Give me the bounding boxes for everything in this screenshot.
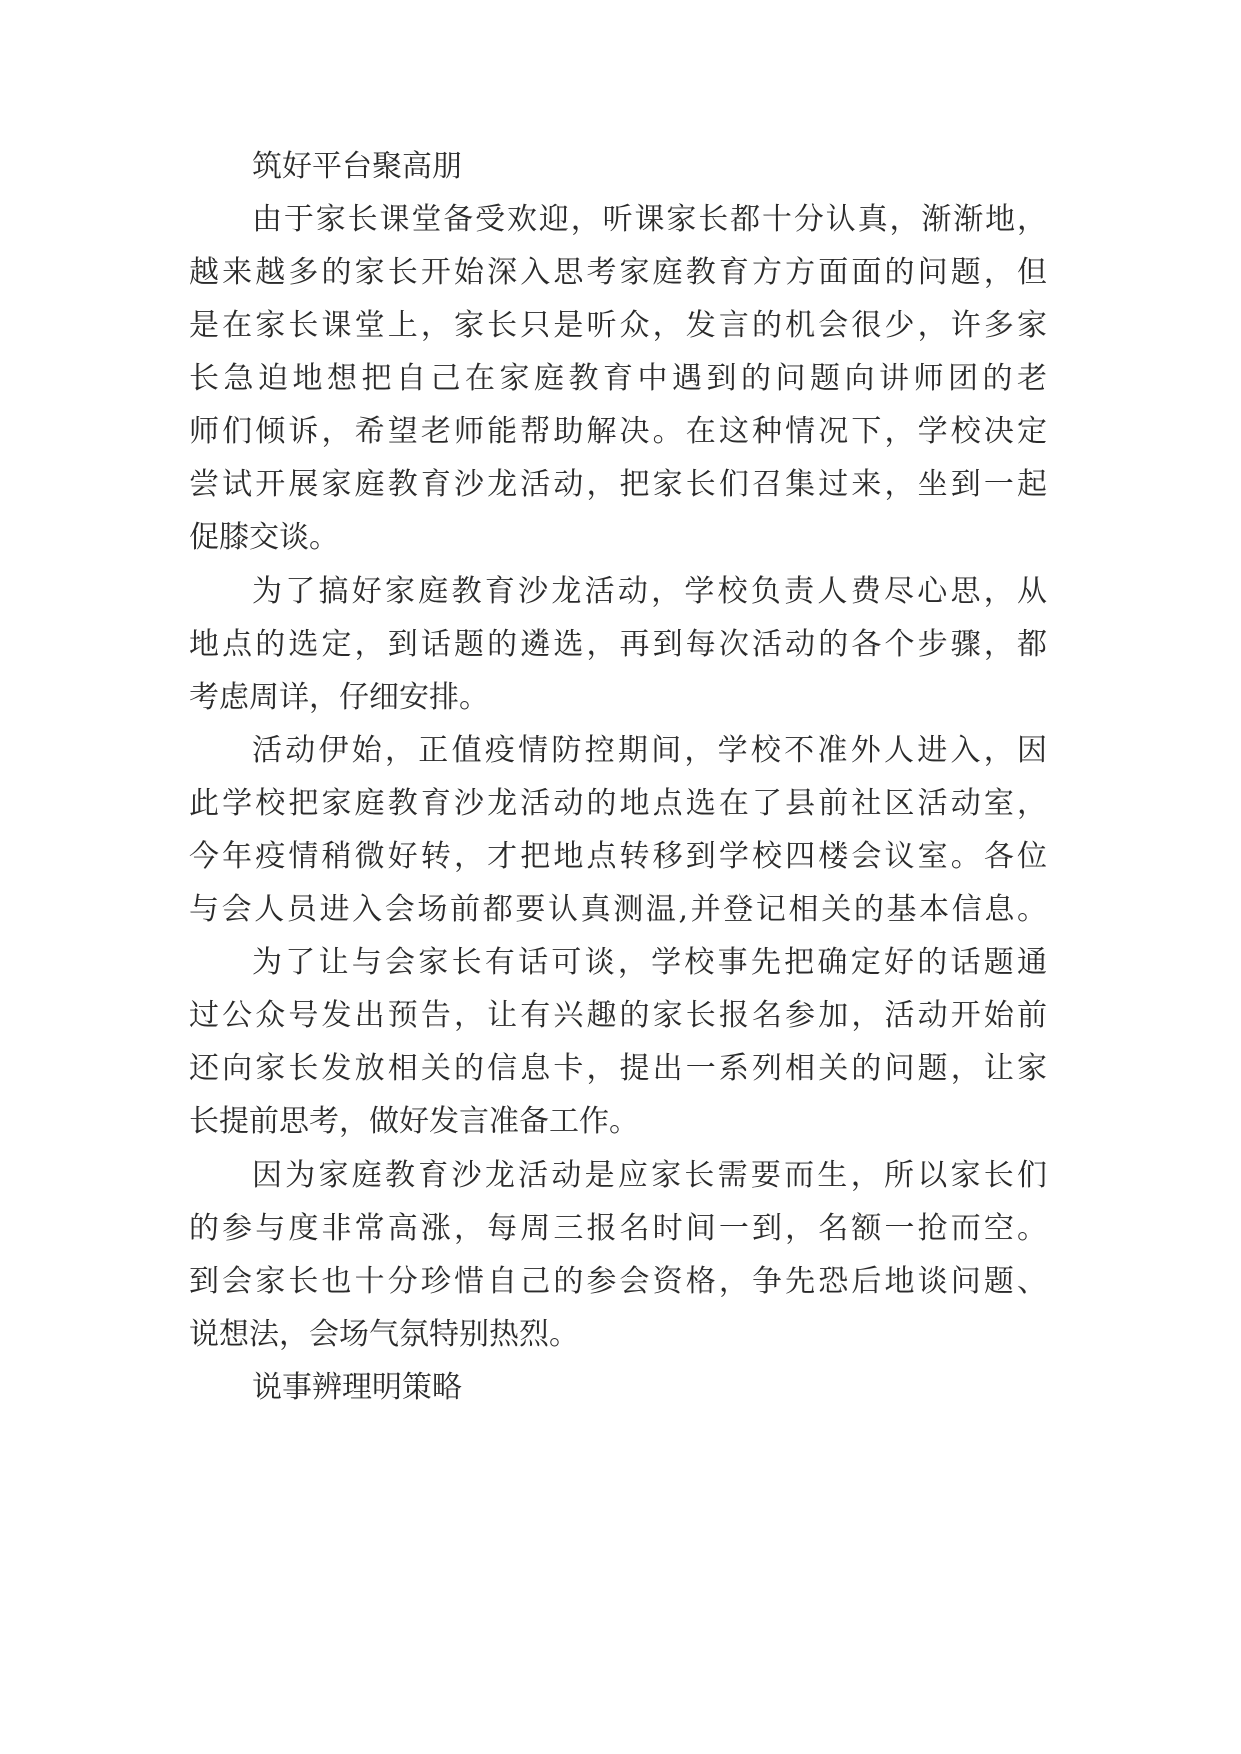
paragraph-line: 与会人员进入会场前都要认真测温,并登记相关的基本信息。 xyxy=(189,892,1047,927)
paragraph-line: 是在家长课堂上，家长只是听众，发言的机会很少，许多家 xyxy=(189,308,1047,343)
section-heading: 筑好平台聚高朋 xyxy=(252,149,462,184)
paragraph-line: 师们倾诉，希望老师能帮助解决。在这种情况下，学校决定 xyxy=(189,414,1047,449)
paragraph-line: 考虑周详，仔细安排。 xyxy=(189,680,489,715)
paragraph-line: 越来越多的家长开始深入思考家庭教育方方面面的问题，但 xyxy=(189,255,1047,290)
paragraph-line: 因为家庭教育沙龙活动是应家长需要而生，所以家长们 xyxy=(252,1158,1047,1193)
paragraph-line: 说想法，会场气氛特别热烈。 xyxy=(189,1317,579,1352)
paragraph-line: 过公众号发出预告，让有兴趣的家长报名参加，活动开始前 xyxy=(189,998,1047,1033)
paragraph-line: 长急迫地想把自己在家庭教育中遇到的问题向讲师团的老 xyxy=(189,361,1047,396)
paragraph-line: 此学校把家庭教育沙龙活动的地点选在了县前社区活动室， xyxy=(189,786,1047,821)
paragraph-line: 促膝交谈。 xyxy=(189,520,339,555)
paragraph-line: 为了让与会家长有话可谈，学校事先把确定好的话题通 xyxy=(252,945,1047,980)
paragraph-line: 的参与度非常高涨，每周三报名时间一到，名额一抢而空。 xyxy=(189,1211,1047,1246)
section-heading: 说事辨理明策略 xyxy=(252,1370,462,1405)
paragraph-line: 尝试开展家庭教育沙龙活动，把家长们召集过来，坐到一起 xyxy=(189,467,1047,502)
paragraph-line: 为了搞好家庭教育沙龙活动，学校负责人费尽心思，从 xyxy=(252,574,1047,609)
paragraph-line: 到会家长也十分珍惜自己的参会资格，争先恐后地谈问题、 xyxy=(189,1264,1047,1299)
paragraph-line: 由于家长课堂备受欢迎，听课家长都十分认真，渐渐地， xyxy=(252,202,1047,237)
paragraph-line: 活动伊始，正值疫情防控期间，学校不准外人进入，因 xyxy=(252,733,1047,768)
paragraph-line: 长提前思考，做好发言准备工作。 xyxy=(189,1104,639,1139)
paragraph-line: 今年疫情稍微好转，才把地点转移到学校四楼会议室。各位 xyxy=(189,839,1047,874)
paragraph-line: 地点的选定，到话题的遴选，再到每次活动的各个步骤，都 xyxy=(189,627,1047,662)
paragraph-line: 还向家长发放相关的信息卡，提出一系列相关的问题，让家 xyxy=(189,1051,1047,1086)
